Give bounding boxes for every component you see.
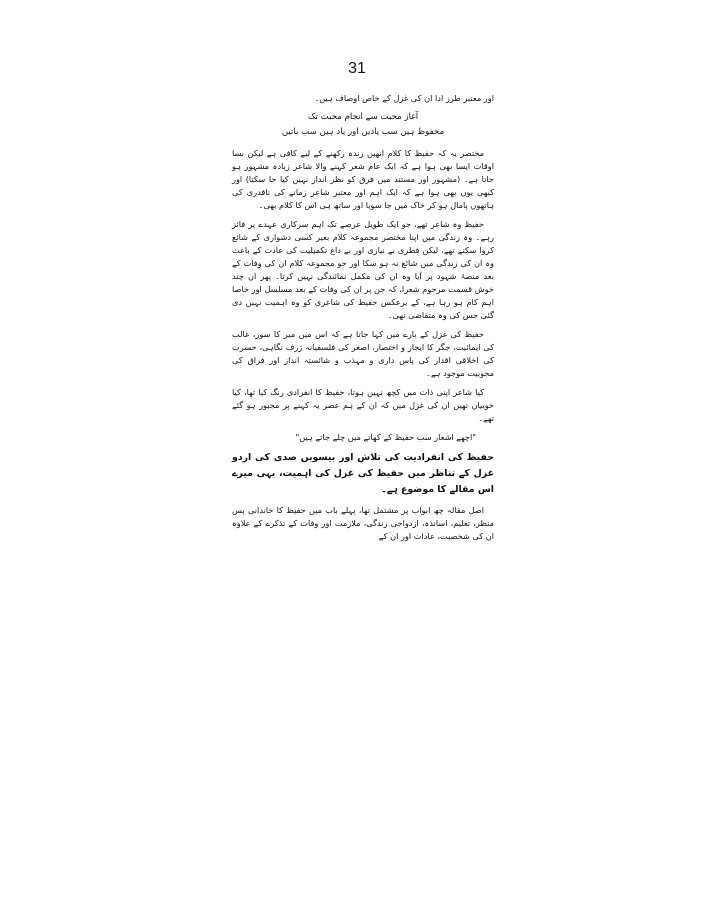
quotation: "اچھے اشعار سب حفیظ کے کھاتے میں چلے جاتے ہیں" bbox=[295, 432, 476, 442]
paragraph-4: کیا شاعر اپنی ذات میں کچھ نہیں ہوتا، حفیظ کا انفرادی رنگ کیا تھا، کیا خوبیاں تھیں ان کی غزل میں کہ ان کے ہم عصر یہ کہنے پر مجبور ہو گئے تھے۔ bbox=[232, 387, 494, 423]
thesis-statement: حفیظ کی انفرادیت کی تلاش اور بیسویں صدی کی اردو غزل کے تناظر میں حفیظ کی غزل کی اہمیت، یہی میرے اس مقالے کا موضوع ہے۔ bbox=[232, 452, 494, 495]
verse-line-2: محفوظ ہیں سب یادیں اور یاد ہیں سب باتیں bbox=[281, 127, 445, 137]
paragraph-5: اصل مقالہ چھ ابواب پر مشتمل تھا، پہلے باب میں حفیظ کا خاندانی پس منظر، تعلیم، اساتذہ، ازدواجی زندگی، ملازمت اور وفات کے تذکرے کے علاوہ ان کی شخصیت، عادات اور ان کے bbox=[232, 505, 494, 541]
body-text bbox=[232, 92, 494, 549]
intro-line: اور معتبر طرز ادا ان کی غزل کے خاص اوصاف ہیں۔ bbox=[314, 93, 494, 103]
paragraph-3: حفیظ کی غزل کے بارے میں کہا جاتا ہے کہ اس میں میر کا سوز، غالب کی ایمائیت، جگر کا ایجاز و اختصار، اصغر کی فلسفیانہ ژرف نگاہی، حسرت کی اخلاقی اقدار کی پاس داری و مہذب و شائستہ انداز اور فراق کی مجوبیت موجود ہے۔ bbox=[232, 329, 494, 378]
page-number: 31 bbox=[348, 60, 366, 77]
paragraph-1: مختصر یہ کہ حفیظ کا کلام انھیں زندہ رکھنے کے لیے کافی ہے لیکن بسا اوقات ایسا بھی ہوا ہے کہ ایک عام شعر کہنے والا شاعر زیادہ مشہور ہو جاتا ہے۔ (مشہور اور مستند میں فرق کو نظر انداز نہیں کیا جا سکتا) اور کبھی یوں بھی ہوا ہے کہ ایک اہم اور معتبر شاعر زمانے کی ناقدری کی ہاتھوں پامال ہو کر خاک میں جا سویا اور ساتھ ہی اس کا کلام بھی۔ bbox=[232, 148, 494, 210]
paragraph-2: حفیظ وہ شاعر تھے، جو ایک طویل عرصے تک اہم سرکاری عہدے پر فائز رہے۔ وہ زندگی میں اپنا مختصر مجموعہ کلام بغیر کسی دشواری کے شائع کروا سکتے تھے، لیکن فطری بے نیازی اور بے داغ تکمیلیت کی عادت کے باعث وہ ان کی زندگی میں شائع نہ ہو سکا اور جو مجموعہ کلام ان کی وفات کے بعد منصۂ شہود پر آیا وہ ان کی مکمل نمائندگی نہیں کرتا۔ پھر ان چند خوش قسمت مرحوم شعرا، کہ جن پر ان کی وفات کے بعد مسلسل اور خاصا اہم کام ہو رہا ہے، کے برعکس حفیظ کی شاعری کو وہ اہمیت نہیں دی گئی جس کی وہ متقاضی تھی۔ bbox=[232, 219, 494, 320]
verse-line-1: آغاز محبت سے انجام محبت تک bbox=[307, 112, 419, 122]
